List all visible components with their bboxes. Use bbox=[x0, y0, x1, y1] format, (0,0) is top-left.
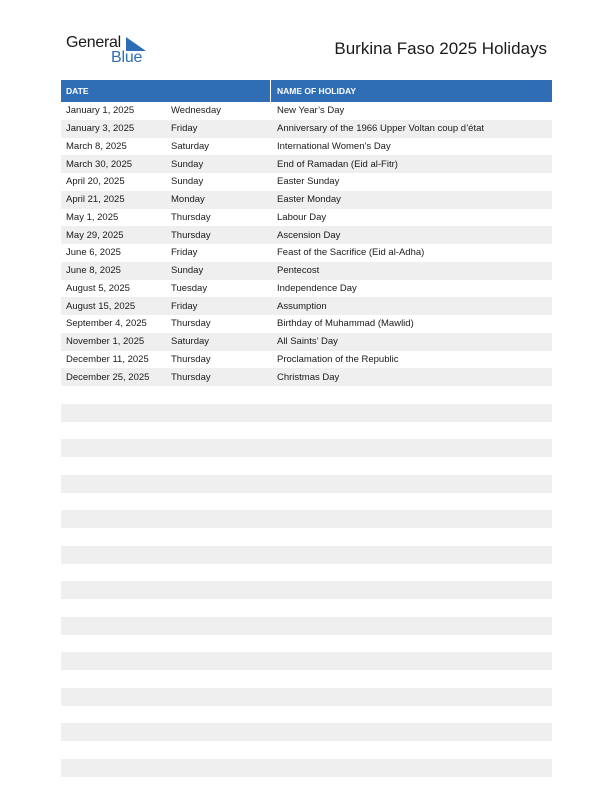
holiday-date: May 1, 2025 bbox=[66, 211, 119, 223]
holiday-name: International Women’s Day bbox=[277, 140, 391, 152]
page-title: Burkina Faso 2025 Holidays bbox=[334, 39, 547, 58]
holiday-date: March 8, 2025 bbox=[66, 140, 127, 152]
table-row bbox=[61, 439, 552, 457]
holiday-weekday: Friday bbox=[171, 123, 198, 135]
holiday-name: New Year’s Day bbox=[277, 105, 345, 117]
holiday-weekday: Tuesday bbox=[171, 282, 208, 294]
holiday-date: April 20, 2025 bbox=[66, 176, 125, 188]
table-row bbox=[61, 652, 552, 670]
holiday-weekday: Wednesday bbox=[171, 105, 221, 117]
holiday-weekday: Sunday bbox=[171, 265, 204, 277]
holiday-name: Easter Monday bbox=[277, 194, 341, 206]
holiday-date: June 8, 2025 bbox=[66, 265, 121, 277]
table-row bbox=[61, 209, 552, 227]
holiday-name: Anniversary of the 1966 Upper Voltan coup d’état bbox=[277, 123, 485, 135]
table-row bbox=[61, 368, 552, 386]
table-row bbox=[61, 581, 552, 599]
holiday-weekday: Thursday bbox=[171, 318, 211, 330]
table-row bbox=[61, 191, 552, 209]
table-row bbox=[61, 688, 552, 706]
holiday-name: Birthday of Muhammad (Mawlid) bbox=[277, 318, 414, 330]
holiday-weekday: Monday bbox=[171, 194, 205, 206]
column-header-date: DATE bbox=[61, 80, 271, 102]
holiday-weekday: Saturday bbox=[171, 140, 210, 152]
generalblue-logo bbox=[66, 34, 156, 68]
table-row bbox=[61, 173, 552, 191]
holiday-name: Ascension Day bbox=[277, 229, 341, 241]
table-row bbox=[61, 262, 552, 280]
holiday-date: August 5, 2025 bbox=[66, 282, 130, 294]
table-row bbox=[61, 102, 552, 120]
holiday-weekday: Friday bbox=[171, 300, 198, 312]
holiday-weekday: Sunday bbox=[171, 158, 204, 170]
table-row bbox=[61, 404, 552, 422]
table-row bbox=[61, 759, 552, 777]
table-row bbox=[61, 386, 552, 404]
holiday-name: Christmas Day bbox=[277, 371, 340, 383]
holiday-name: Independence Day bbox=[277, 282, 357, 294]
holiday-date: April 21, 2025 bbox=[66, 194, 125, 206]
holiday-date: January 3, 2025 bbox=[66, 123, 135, 135]
table-row bbox=[61, 706, 552, 724]
holiday-name: Proclamation of the Republic bbox=[277, 353, 399, 365]
holiday-date: May 29, 2025 bbox=[66, 229, 124, 241]
holiday-weekday: Thursday bbox=[171, 211, 211, 223]
holiday-weekday: Saturday bbox=[171, 336, 210, 348]
logo-word-general: General bbox=[66, 34, 121, 51]
holiday-name: Feast of the Sacrifice (Eid al-Adha) bbox=[277, 247, 425, 259]
table-row bbox=[61, 226, 552, 244]
holiday-weekday: Thursday bbox=[171, 371, 211, 383]
holiday-table bbox=[61, 80, 552, 777]
table-row bbox=[61, 297, 552, 315]
table-row bbox=[61, 493, 552, 511]
table-row bbox=[61, 741, 552, 759]
table-row bbox=[61, 510, 552, 528]
holiday-name: End of Ramadan (Eid al-Fitr) bbox=[277, 158, 398, 170]
table-header bbox=[61, 80, 552, 102]
table-body bbox=[61, 102, 552, 777]
holiday-date: December 11, 2025 bbox=[66, 353, 149, 365]
holiday-date: August 15, 2025 bbox=[66, 300, 136, 312]
holiday-date: June 6, 2025 bbox=[66, 247, 121, 259]
table-row bbox=[61, 422, 552, 440]
table-row bbox=[61, 280, 552, 298]
table-row bbox=[61, 528, 552, 546]
table-row bbox=[61, 475, 552, 493]
column-header-name: NAME OF HOLIDAY bbox=[277, 86, 357, 96]
table-row bbox=[61, 457, 552, 475]
holiday-weekday: Thursday bbox=[171, 229, 211, 241]
holiday-weekday: Thursday bbox=[171, 353, 211, 365]
table-row bbox=[61, 244, 552, 262]
table-row bbox=[61, 635, 552, 653]
holiday-name: Pentecost bbox=[277, 265, 320, 277]
table-row bbox=[61, 351, 552, 369]
table-row bbox=[61, 138, 552, 156]
holiday-name: Easter Sunday bbox=[277, 176, 340, 188]
table-row bbox=[61, 617, 552, 635]
table-row bbox=[61, 120, 552, 138]
holiday-weekday: Sunday bbox=[171, 176, 204, 188]
table-row bbox=[61, 723, 552, 741]
table-row bbox=[61, 333, 552, 351]
table-row bbox=[61, 315, 552, 333]
table-row bbox=[61, 155, 552, 173]
holiday-name: Assumption bbox=[277, 300, 327, 312]
holiday-date: September 4, 2025 bbox=[66, 318, 147, 330]
holiday-name: All Saints’ Day bbox=[277, 336, 338, 348]
holiday-weekday: Friday bbox=[171, 247, 198, 259]
table-row bbox=[61, 670, 552, 688]
holiday-date: December 25, 2025 bbox=[66, 371, 150, 383]
holiday-date: March 30, 2025 bbox=[66, 158, 133, 170]
table-row bbox=[61, 599, 552, 617]
table-row bbox=[61, 546, 552, 564]
holiday-date: January 1, 2025 bbox=[66, 105, 135, 117]
holiday-date: November 1, 2025 bbox=[66, 336, 145, 348]
logo-word-blue: Blue bbox=[111, 49, 143, 66]
table-row bbox=[61, 564, 552, 582]
holiday-name: Labour Day bbox=[277, 211, 327, 223]
